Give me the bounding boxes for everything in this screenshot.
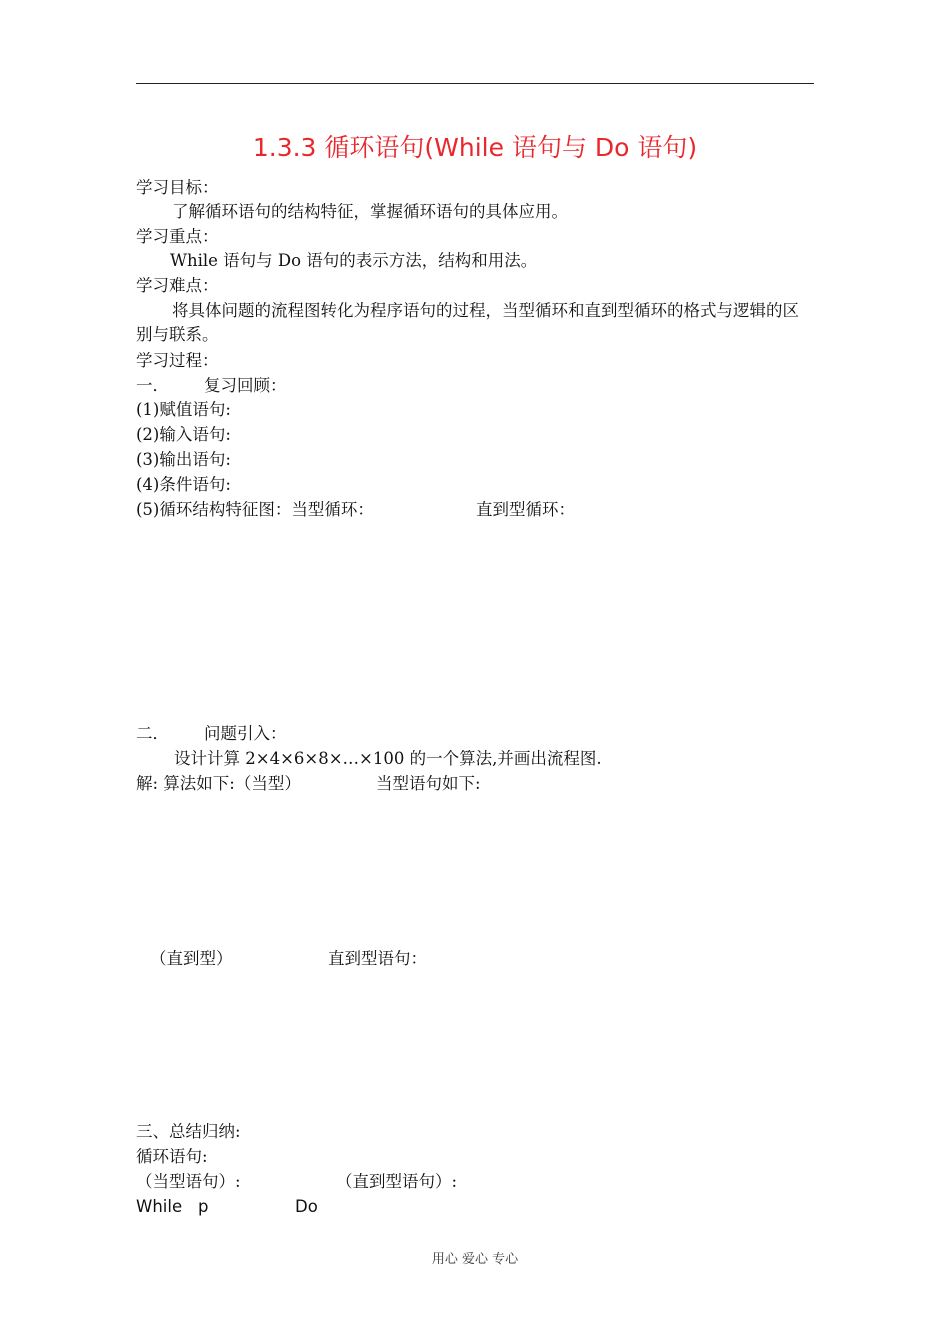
review-item-input: (2)输入语句: — [136, 425, 231, 444]
section2-number: 二． — [136, 724, 169, 743]
while-condition: p — [198, 1197, 209, 1216]
review-item-loop: (5)循环结构特征图：当型循环： — [136, 500, 374, 519]
difficulty-heading: 学习难点： — [136, 276, 219, 295]
review-item-condition: (4)条件语句: — [136, 475, 231, 494]
until-type-label: （直到型） — [150, 949, 233, 968]
until-type-statement-label: （直到型语句）: — [336, 1172, 458, 1191]
section3-title: 三、总结归纳: — [136, 1122, 241, 1141]
review-item-until-loop: 直到型循环： — [476, 500, 575, 519]
while-keyword: While — [136, 1197, 183, 1216]
until-statement-label: 直到型语句： — [328, 949, 427, 968]
review-item-assignment: (1)赋值语句: — [136, 400, 231, 419]
objective-heading: 学习目标： — [136, 178, 219, 197]
review-item-output: (3)输出语句: — [136, 450, 231, 469]
header-rule — [136, 83, 814, 84]
page-footer: 用心 爱心 专心 — [431, 1252, 519, 1267]
section2-title: 问题引入： — [204, 724, 287, 743]
objective-text: 了解循环语句的结构特征，掌握循环语句的具体应用。 — [172, 202, 568, 221]
process-heading: 学习过程： — [136, 351, 219, 370]
while-type-label: （当型语句）: — [136, 1172, 241, 1191]
do-keyword: Do — [295, 1197, 318, 1216]
loop-statement-label: 循环语句: — [136, 1147, 208, 1166]
solution-text: 解: 算法如下:（当型） — [136, 774, 301, 793]
section1-title: 复习回顾： — [204, 376, 287, 395]
key-point-heading: 学习重点： — [136, 227, 219, 246]
problem-text: 设计计算 2×4×6×8×…×100 的一个算法,并画出流程图. — [174, 749, 602, 768]
while-statement-label: 当型语句如下: — [376, 774, 481, 793]
key-point-text: While 语句与 Do 语句的表示方法，结构和用法。 — [170, 251, 538, 270]
section1-number: 一． — [136, 376, 169, 395]
page-title: 1.3.3 循环语句(While 语句与 Do 语句) — [252, 133, 698, 162]
difficulty-text: 将具体问题的流程图转化为程序语句的过程，当型循环和直到型循环的格式与逻辑的区别与联系。 — [136, 301, 799, 344]
